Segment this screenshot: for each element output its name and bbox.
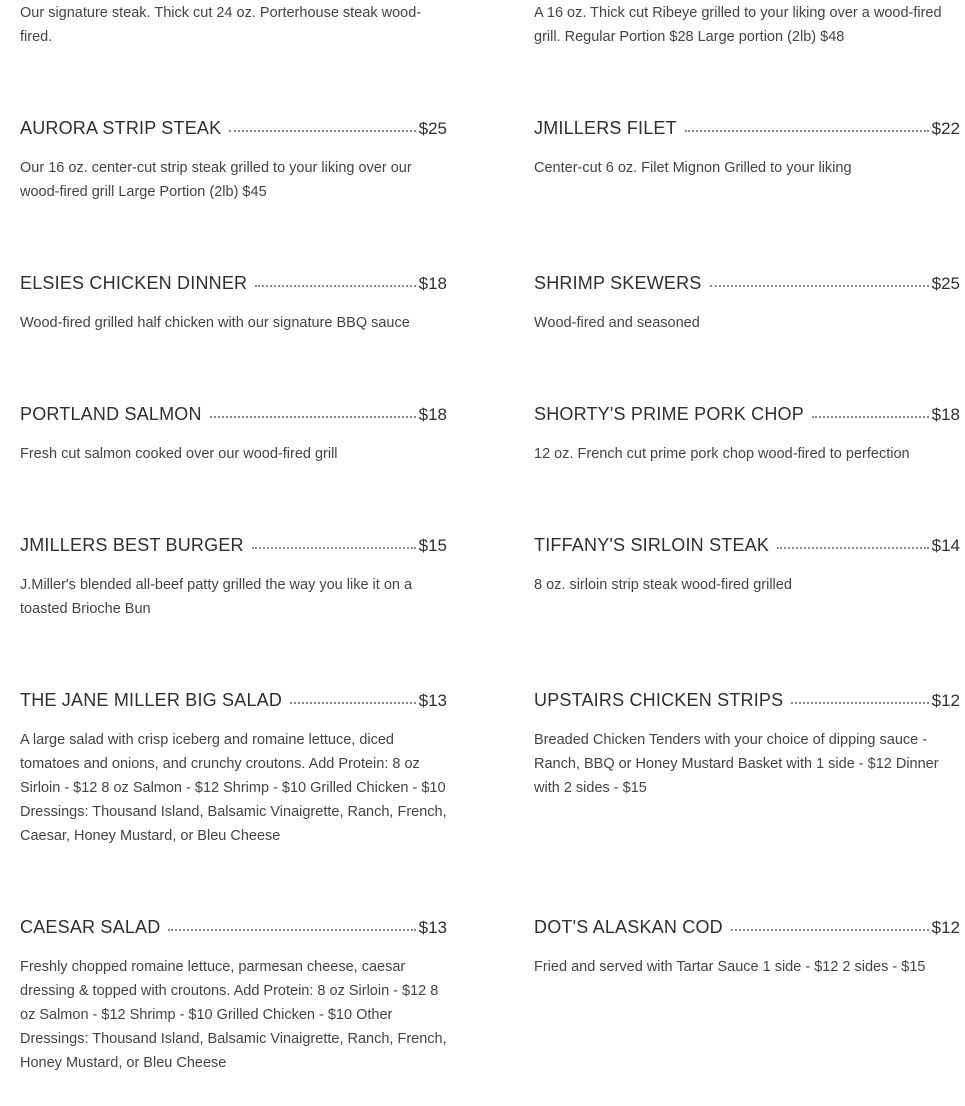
item-price: $25 (418, 119, 447, 138)
dot-leader (812, 415, 929, 418)
item-description: 8 oz. sirloin strip steak wood-fired grilled (534, 577, 792, 593)
menu-item-shrimp-skewers (534, 273, 960, 335)
item-price: $18 (931, 405, 960, 424)
item-header (20, 118, 447, 142)
menu-item-upstairs-chicken-strips (534, 690, 960, 800)
item-description: Fried and served with Tartar Sauce 1 side - $12 2 sides - $15 (534, 959, 926, 975)
item-price: $15 (418, 536, 447, 555)
item-description: Our signature steak. Thick cut 24 oz. Porterhouse steak wood-fired. (20, 5, 422, 45)
item-description: Freshly chopped romaine lettuce, parmesan cheese, caesar dressing & topped with croutons. Add Protein: 8 oz Sirloin - $12 8 oz Salmon - $12 Shrimp - $10 Grilled Chicken - $10 Other Dressings: Thousand Island, Balsamic Vinaigrette, Ranch, French, Honey Mustard, or Bleu Cheese (20, 959, 447, 1071)
menu-item-aurora-strip-steak (20, 118, 447, 204)
dot-leader (290, 701, 416, 704)
item-price: $25 (931, 274, 960, 293)
item-description: Breaded Chicken Tenders with your choice of dipping sauce - Ranch, BBQ or Honey Mustard Basket with 1 side - $12 Dinner with 2 sides - $15 (534, 732, 939, 796)
menu-item-jmillers-filet (534, 118, 960, 180)
dot-leader (685, 129, 929, 132)
item-name: DOT'S ALASKAN COD (534, 917, 723, 937)
menu-item-porterhouse (20, 1, 447, 49)
item-header (534, 273, 960, 297)
dot-leader (731, 928, 929, 931)
item-header (20, 404, 447, 428)
item-name: ELSIES CHICKEN DINNER (20, 273, 248, 293)
menu-item-elsies-chicken-dinner (20, 273, 447, 335)
item-name: JMILLERS BEST BURGER (20, 535, 244, 555)
menu-item-portland-salmon (20, 404, 447, 466)
item-header (20, 690, 447, 714)
menu-item-ribeye (534, 1, 960, 49)
dot-leader (168, 928, 415, 931)
item-price: $13 (418, 918, 447, 937)
item-price: $18 (418, 274, 447, 293)
item-price: $22 (931, 119, 960, 138)
item-name: PORTLAND SALMON (20, 404, 202, 424)
item-name: TIFFANY'S SIRLOIN STEAK (534, 535, 770, 555)
item-description: Wood-fired grilled half chicken with our signature BBQ sauce (20, 315, 410, 331)
item-name: JMILLERS FILET (534, 118, 677, 138)
menu-item-tiffanys-sirloin-steak (534, 535, 960, 597)
item-header (20, 917, 447, 941)
menu-item-caesar-salad (20, 917, 447, 1075)
item-description: J.Miller's blended all-beef patty grilled the way you like it on a toasted Brioche Bun (20, 577, 413, 617)
item-price: $13 (418, 691, 447, 710)
item-description: 12 oz. French cut prime pork chop wood-fired to perfection (534, 446, 910, 462)
dot-leader (777, 546, 929, 549)
item-price: $12 (931, 918, 960, 937)
dot-leader (229, 129, 415, 132)
menu-item-jmillers-best-burger (20, 535, 447, 621)
item-description: Fresh cut salmon cooked over our wood-fired grill (20, 446, 338, 462)
dot-leader (252, 546, 416, 549)
dot-leader (210, 415, 416, 418)
dot-leader (710, 284, 929, 287)
item-header (534, 404, 960, 428)
menu-item-jane-miller-big-salad (20, 690, 447, 848)
item-header (20, 535, 447, 559)
item-header (20, 273, 447, 297)
item-description: Center-cut 6 oz. Filet Mignon Grilled to your liking (534, 160, 852, 176)
menu-item-dots-alaskan-cod (534, 917, 960, 979)
item-price: $14 (931, 536, 960, 555)
item-name: CAESAR SALAD (20, 917, 161, 937)
menu-item-shortys-prime-pork-chop (534, 404, 960, 466)
item-name: AURORA STRIP STEAK (20, 118, 222, 138)
item-name: UPSTAIRS CHICKEN STRIPS (534, 690, 784, 710)
dot-leader (255, 284, 415, 287)
dot-leader (791, 701, 928, 704)
item-name: THE JANE MILLER BIG SALAD (20, 690, 283, 710)
item-name: SHRIMP SKEWERS (534, 273, 702, 293)
item-description: A 16 oz. Thick cut Ribeye grilled to your liking over a wood-fired grill. Regular Portion $28 Large portion (2lb) $48 (534, 5, 942, 45)
item-description: Wood-fired and seasoned (534, 315, 700, 331)
item-header (534, 535, 960, 559)
item-price: $18 (418, 405, 447, 424)
item-description: A large salad with crisp iceberg and romaine lettuce, diced tomatoes and onions, and crunchy croutons. Add Protein: 8 oz Sirloin - $12 8 oz Salmon - $12 Shrimp - $10 Grilled Chicken - $10 Dressings: Thousand Island, Balsamic Vinaigrette, Ranch, French, Caesar, Honey Mustard, or Bleu Cheese (20, 732, 447, 844)
item-header (534, 690, 960, 714)
item-price: $12 (931, 691, 960, 710)
item-description: Our 16 oz. center-cut strip steak grilled to your liking over our wood-fired grill Large Portion (2lb) $45 (20, 160, 412, 200)
item-header (534, 118, 960, 142)
item-name: SHORTY'S PRIME PORK CHOP (534, 404, 804, 424)
item-header (534, 917, 960, 941)
